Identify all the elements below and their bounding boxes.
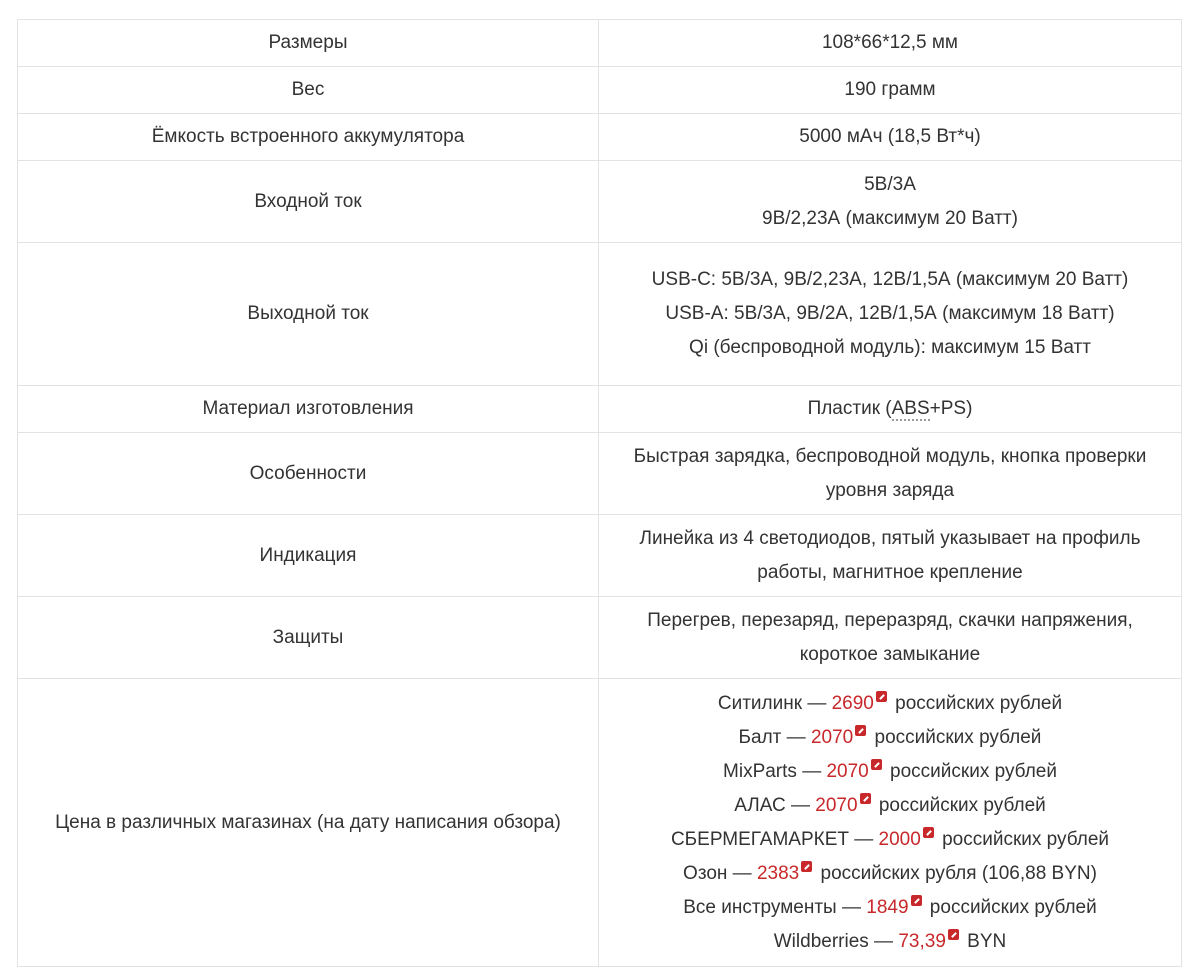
spec-key: Особенности (18, 433, 599, 515)
price-suffix: российских рублей (869, 726, 1042, 748)
spec-row-input-current (18, 161, 1182, 243)
price-link[interactable]: 2070 (826, 760, 869, 782)
store-name: Балт — (738, 726, 806, 748)
spec-table-container (17, 19, 1181, 967)
spec-value (599, 515, 1182, 597)
price-link[interactable]: 1849 (866, 896, 909, 918)
price-item (613, 857, 1167, 891)
price-suffix: российских рублей (884, 760, 1057, 782)
spec-value-line: уровня заряда (825, 479, 955, 501)
spec-key: Индикация (18, 515, 599, 597)
spec-row-indication (18, 515, 1182, 597)
spec-value-line: Линейка из 4 светодиодов, пятый указывает на профиль (639, 527, 1141, 549)
spec-value-line: короткое замыкание (799, 643, 981, 665)
external-link-icon[interactable] (855, 725, 866, 736)
spec-table (17, 19, 1182, 967)
spec-value-line: USB-C: 5В/3А, 9В/2,23А, 12В/1,5А (максимум 20 Ватт) (651, 269, 1129, 290)
external-link-icon[interactable] (911, 895, 922, 906)
spec-value-line: 5В/3А (864, 173, 916, 195)
external-link-icon[interactable] (948, 929, 959, 940)
spec-key: Цена в различных магазинах (на дату написания обзора) (18, 679, 599, 967)
price-link[interactable]: 2070 (810, 726, 854, 748)
spec-row-dimensions (18, 20, 1182, 67)
external-link-icon[interactable] (876, 691, 887, 702)
price-suffix: российских рублей (889, 692, 1063, 714)
price-suffix: российских рублей (936, 828, 1110, 850)
material-text-end: +PS) (929, 398, 973, 419)
price-link[interactable]: 73,39 (898, 930, 946, 952)
external-link-icon[interactable] (923, 827, 934, 838)
spec-key: Выходной ток (18, 243, 599, 386)
price-link[interactable]: 2383 (756, 862, 800, 884)
spec-row-features (18, 433, 1182, 515)
store-name: АЛАС — (734, 794, 811, 816)
spec-value-line: работы, магнитное крепление (757, 561, 1023, 583)
price-item (613, 891, 1167, 925)
spec-value-line: 5000 мАч (18,5 Вт*ч) (799, 126, 981, 147)
external-link-icon[interactable] (860, 793, 871, 804)
price-suffix: российских рублей (924, 896, 1097, 918)
price-item (613, 925, 1167, 959)
price-link[interactable]: 2070 (815, 794, 858, 816)
spec-value (599, 114, 1182, 161)
spec-value (599, 597, 1182, 679)
store-name: Озон — (683, 862, 752, 884)
store-name: Ситилинк — (717, 692, 827, 714)
spec-value (599, 243, 1182, 386)
spec-key: Защиты (18, 597, 599, 679)
price-link[interactable]: 2000 (878, 828, 921, 850)
spec-value-line: 190 грамм (844, 79, 936, 100)
material-abbreviation[interactable]: ABS (891, 398, 930, 419)
spec-value (599, 20, 1182, 67)
store-name: MixParts — (723, 760, 822, 782)
spec-key: Материал изготовления (18, 386, 599, 433)
price-link[interactable]: 2690 (831, 692, 874, 714)
price-item (613, 789, 1167, 823)
spec-key: Размеры (18, 20, 599, 67)
spec-value (599, 386, 1182, 433)
price-list (599, 679, 1182, 967)
spec-key: Ёмкость встроенного аккумулятора (18, 114, 599, 161)
spec-row-protection (18, 597, 1182, 679)
spec-row-prices (18, 679, 1182, 967)
spec-value-line: 108*66*12,5 мм (821, 32, 958, 53)
spec-value (599, 67, 1182, 114)
spec-row-weight (18, 67, 1182, 114)
external-link-icon[interactable] (801, 861, 812, 872)
price-suffix: BYN (961, 930, 1007, 952)
price-suffix: российских рублей (873, 794, 1046, 816)
spec-key: Входной ток (18, 161, 599, 243)
price-item (613, 721, 1167, 755)
price-suffix: российских рубля (106,88 BYN) (815, 862, 1097, 884)
spec-value (599, 433, 1182, 515)
spec-value-line: USB-A: 5В/3А, 9В/2А, 12В/1,5А (максимум 18 Ватт) (665, 303, 1115, 324)
store-name: Все инструменты — (683, 896, 861, 918)
spec-key: Вес (18, 67, 599, 114)
store-name: Wildberries — (773, 930, 894, 952)
spec-value (599, 161, 1182, 243)
spec-value-line: 9В/2,23А (максимум 20 Ватт) (762, 207, 1018, 229)
spec-value-line: Qi (беспроводной модуль): максимум 15 Ватт (689, 337, 1091, 358)
external-link-icon[interactable] (871, 759, 882, 770)
spec-row-material (18, 386, 1182, 433)
price-item (613, 755, 1167, 789)
price-item (613, 687, 1167, 721)
spec-value-line: Быстрая зарядка, беспроводной модуль, кнопка проверки (633, 445, 1147, 467)
material-text: Пластик ( (807, 398, 892, 419)
spec-row-output-current (18, 243, 1182, 386)
price-item (613, 823, 1167, 857)
spec-value-line: Перегрев, перезаряд, переразряд, скачки напряжения, (647, 609, 1133, 631)
spec-row-capacity (18, 114, 1182, 161)
store-name: СБЕРМЕГАМАРКЕТ — (670, 828, 874, 850)
